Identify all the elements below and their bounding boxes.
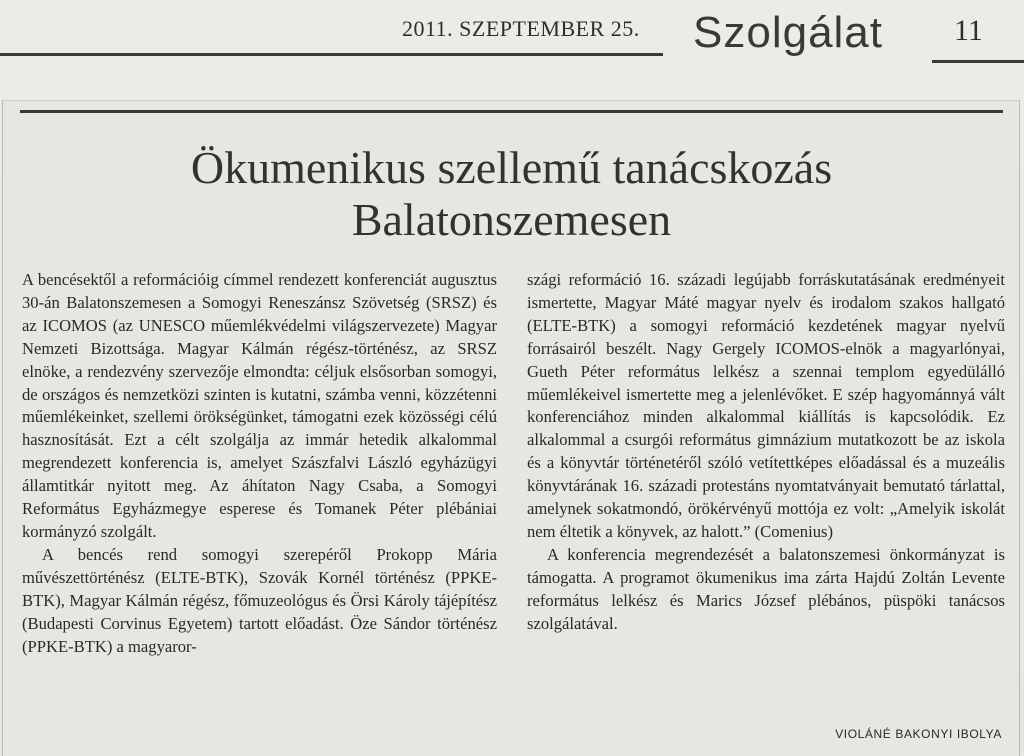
paragraph-intro: A bencésektől a reformációig címmel rendezett konferenciát augusztus 30-án Balatonszemesen a Somogyi Reneszánsz Szövetség (SRSZ) és az ICOMOS (az UNESCO műemlékvédelmi világszervezete) Magyar Nemzeti Bizottsága. Magyar Kálmán régész-történész, az SRSZ elnöke, a rendezvény szervezője elmondta: céljuk elsősorban somogyi, de országos és nemzetközi szinten is kutatni, számba venni, közzétenni műemlékeinket, szellemi örökségünket, támogatni ezek közösségi célú hasznosítását. Ezt a célt szolgálja az immár hetedik alkalommal megrendezett konferencia is, amelyet Szászfalvi László egyházügyi államtitkár nyitott meg. Az áhítaton Nagy Csaba, a Somogyi Református Egyházmegye esperese és Tomanek Péter plébániai kormányzó szolgált. — [22, 270, 497, 541]
paragraph-continued: szági reformáció 16. századi legújabb forráskutatásának eredményeit ismertette, Magyar Máté magyar nyelv és irodalom szakos hallgató (ELTE-BTK) a somogyi reformáció kezdetének magyar nyelvű forrásairól beszélt. Nagy Gergely ICOMOS-elnök a magyarlónyai, Gueth Péter református lelkész a szennai templom egyedülálló műemlékeivel ismertette meg a jelenlévőket. E szép hagyománnyá vált konferenciához minden alkalommal kiállítás is kapcsolódik. Ez alkalommal a csurgói református gimnázium mutatkozott be az iskola és a könyvtár történetéről szóló vetítettképes előadással és a muzeális könyvtárának 16. századi protestáns nyomtatványait bemutató tárlattal, amelynek sokatmondó, örökérvényű mottója ez volt: „Amelyik iskolát nem éltetik a könyvek, az halott.” (Comenius) — [527, 270, 1005, 541]
headline-line-1: Ökumenikus szellemű tanácskozás — [190, 142, 833, 193]
header-rule-left — [0, 53, 663, 56]
article-headline — [20, 142, 1003, 246]
issue-date: 2011. SZEPTEMBER 25. — [402, 16, 640, 41]
section-title: Szolgálat — [693, 8, 884, 57]
article-column-left — [22, 269, 497, 658]
article-top-rule — [20, 110, 1003, 113]
article-column-right — [527, 269, 1005, 636]
header-rule-right — [932, 60, 1024, 63]
headline-line-2: Balatonszemesen — [351, 194, 672, 245]
paragraph-lectures: A bencés rend somogyi szerepéről Prokopp Mária művészettörténész (ELTE-BTK), Szovák Kornél történész (PPKE-BTK), Magyar Kálmán régész, főmuzeológus és Örsi Károly tájépítész (Budapesti Corvinus Egyetem) tartott előadást. Öze Sándor történész (PPKE-BTK) a magyaror- — [22, 544, 497, 656]
author-byline: VIOLÁNÉ BAKONYI IBOLYA — [835, 727, 1002, 741]
paragraph-closing: A konferencia megrendezését a balatonszemesi önkormányzat is támogatta. A programot ökumenikus ima zárta Hajdú Zoltán Levente református lelkész és Marics József plébános, püspöki tanácsos szolgálatával. — [527, 544, 1005, 633]
page-number: 11 — [954, 14, 983, 47]
